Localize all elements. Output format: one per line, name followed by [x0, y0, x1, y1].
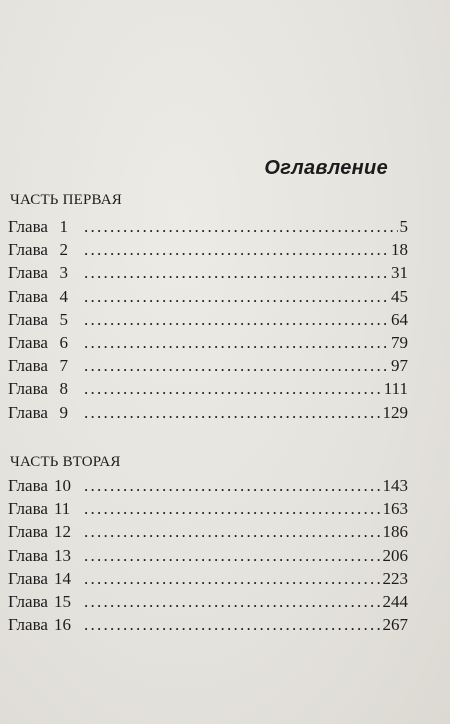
page-number: 143	[382, 476, 408, 495]
dot-leader	[84, 497, 381, 520]
dot-leader	[84, 238, 389, 261]
dot-leader	[84, 401, 381, 424]
toc-row	[8, 308, 408, 331]
toc-row	[8, 544, 408, 567]
toc-row	[8, 613, 408, 636]
page-number: 5	[399, 217, 408, 236]
toc-row	[8, 474, 408, 497]
chapter-list	[8, 215, 408, 424]
chapter-label: Глава 12	[8, 522, 71, 542]
chapter-label: Глава 16	[8, 615, 71, 635]
chapter-list	[8, 474, 408, 636]
page-number: 223	[382, 568, 408, 588]
toc-row	[8, 377, 408, 400]
dot-leader	[84, 590, 381, 613]
chapter-label: Глава 6	[8, 332, 68, 352]
page-number: 18	[391, 240, 408, 260]
page-title: Оглавление	[264, 157, 388, 179]
toc-row	[8, 215, 408, 238]
toc-row	[8, 331, 408, 354]
page-number: 45	[391, 286, 408, 306]
dot-leader	[84, 331, 389, 354]
chapter-label: Глава 1	[8, 217, 68, 236]
page-number: 244	[382, 591, 408, 611]
dot-leader	[84, 474, 381, 497]
toc-row	[8, 520, 408, 543]
page-number: 267	[382, 615, 408, 635]
toc-row	[8, 354, 408, 377]
toc-row	[8, 285, 408, 308]
chapter-label: Глава 11	[8, 499, 71, 519]
chapter-label: Глава 8	[8, 379, 68, 399]
page-number: 64	[391, 309, 408, 329]
page-number: 31	[391, 263, 408, 283]
dot-leader	[84, 261, 389, 284]
part-heading: ЧАСТЬ ПЕРВАЯ	[10, 192, 122, 208]
page-number: 206	[382, 545, 408, 565]
part-heading: ЧАСТЬ ВТОРАЯ	[10, 454, 121, 470]
chapter-label: Глава 9	[8, 402, 68, 422]
page-number: 186	[382, 522, 408, 542]
dot-leader	[84, 377, 382, 400]
page-number: 163	[382, 499, 408, 519]
chapter-label: Глава 7	[8, 356, 68, 376]
dot-leader	[84, 613, 381, 636]
chapter-label: Глава 3	[8, 263, 68, 283]
toc-row	[8, 590, 408, 613]
toc-row	[8, 261, 408, 284]
dot-leader	[84, 285, 389, 308]
chapter-label: Глава 4	[8, 286, 68, 306]
dot-leader	[84, 308, 389, 331]
chapter-label: Глава 10	[8, 476, 71, 495]
page-number: 97	[391, 356, 408, 376]
toc-row	[8, 401, 408, 424]
toc-row	[8, 238, 408, 261]
dot-leader	[84, 215, 398, 238]
page-number: 111	[383, 379, 408, 399]
page-number: 129	[382, 402, 408, 422]
dot-leader	[84, 567, 381, 590]
chapter-label: Глава 13	[8, 545, 71, 565]
chapter-label: Глава 2	[8, 240, 68, 260]
dot-leader	[84, 520, 381, 543]
chapter-label: Глава 15	[8, 591, 71, 611]
dot-leader	[84, 354, 389, 377]
chapter-label: Глава 14	[8, 568, 71, 588]
toc-row	[8, 497, 408, 520]
toc-row	[8, 567, 408, 590]
dot-leader	[84, 544, 381, 567]
chapter-label: Глава 5	[8, 309, 68, 329]
page-number: 79	[391, 332, 408, 352]
